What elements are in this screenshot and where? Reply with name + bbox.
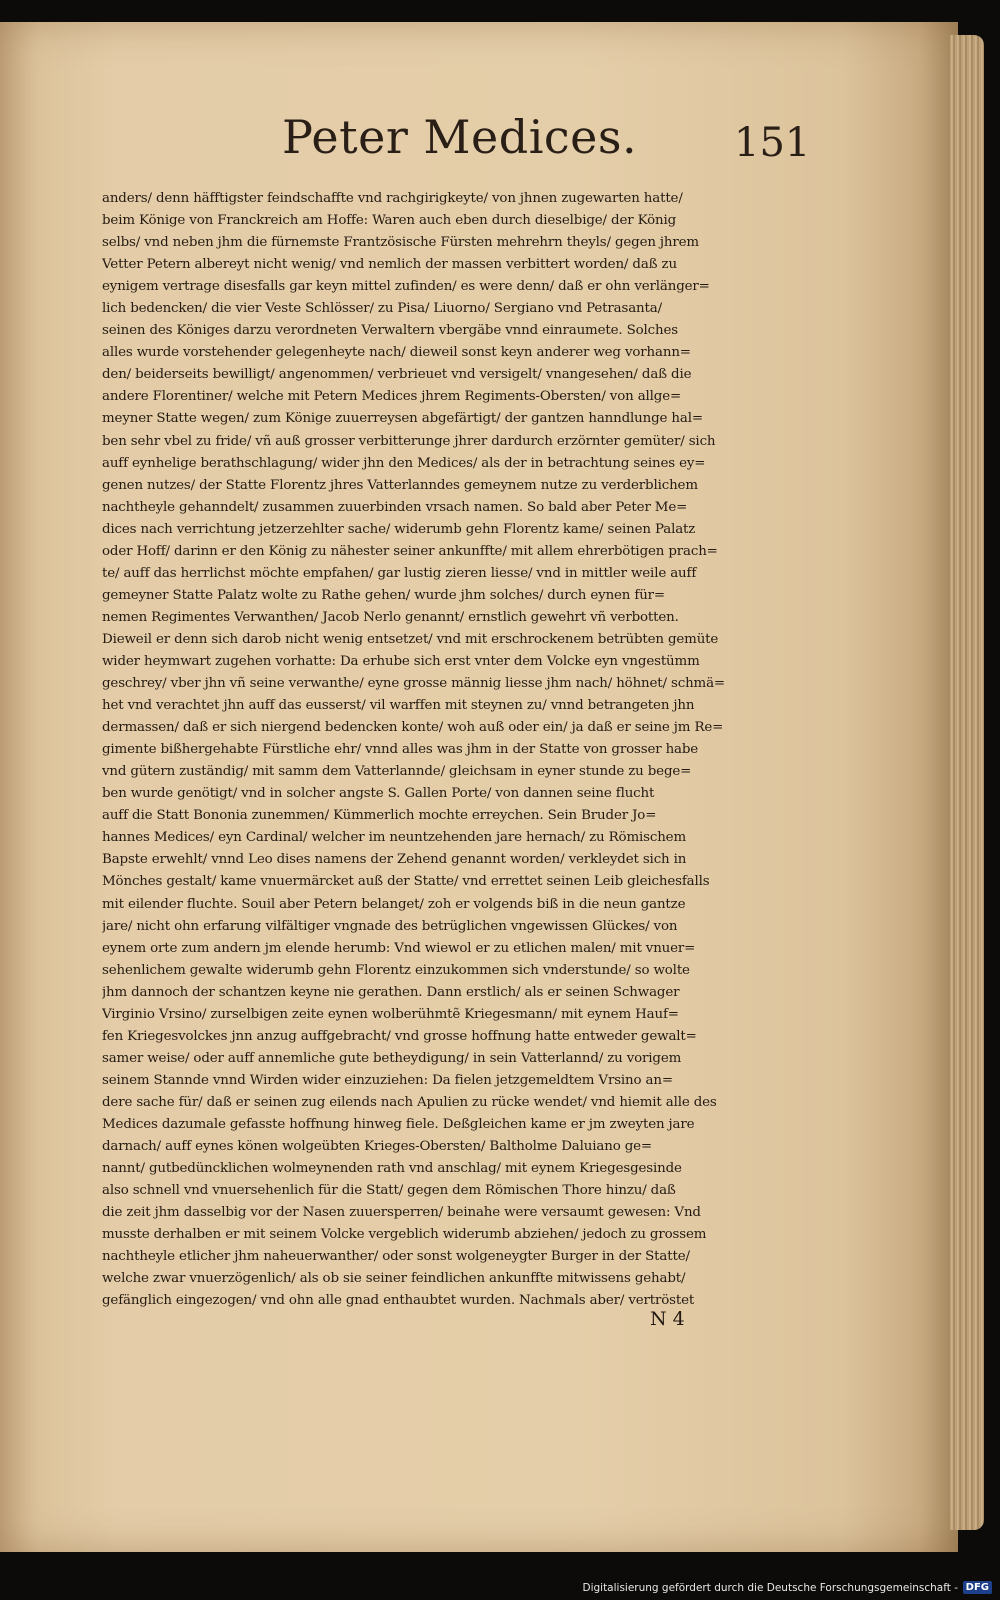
text-line: gimente bißhergehabte Fürstliche ehr/ vnnd alles was jhm in der Statte von grosser habe	[102, 742, 699, 758]
text-line: andere Florentiner/ welche mit Petern Medices jhrem Regiments-Obersten/ von allge=	[102, 389, 682, 405]
text-line: vnd gütern zuständig/ mit samm dem Vatterlannde/ gleichsam in eyner stunde zu bege=	[102, 764, 692, 780]
text-line: hannes Medices/ eyn Cardinal/ welcher im neuntzehenden jare hernach/ zu Römischem	[102, 830, 686, 846]
text-line: jare/ nicht ohn erfarung vilfältiger vngnade des betrüglichen vngewissen Glückes/ von	[102, 918, 678, 934]
dfg-logo: DFG	[963, 1581, 992, 1594]
page-edge	[950, 35, 984, 1530]
text-line: fen Kriegesvolckes jnn anzug auffgebracht/ vnd grosse hoffnung hatte entweder gewalt=	[102, 1028, 697, 1044]
text-line: geschrey/ vber jhn vñ seine verwanthe/ eyne grosse männig liesse jhm nach/ höhnet/ schmä=	[102, 676, 726, 692]
text-line: dices nach verrichtung jetzerzehlter sache/ widerumb gehn Florentz kame/ seinen Palatz	[102, 521, 696, 537]
text-line: auff eynhelige berathschlagung/ wider jhn den Medices/ als der in betrachtung seines ey=	[102, 455, 706, 471]
text-line: ben sehr vbel zu fride/ vñ auß grosser verbitterunge jhrer dardurch erzörnter gemüter/ sich	[102, 433, 716, 449]
text-line: gemeyner Statte Palatz wolte zu Rathe gehen/ wurde jhm solches/ durch eynen für=	[102, 587, 665, 603]
text-line: dere sache für/ daß er seinen zug eilends nach Apulien zu rücke wendet/ vnd hiemit alle des	[102, 1094, 717, 1110]
running-head: Peter Medices.	[282, 110, 638, 164]
text-line: genen nutzes/ der Statte Florentz jhres Vatterlanndes gemeynem nutze zu verderblichem	[102, 477, 698, 493]
text-line: jhm dannoch der schantzen keyne nie gerathen. Dann erstlich/ als er seinen Schwager	[102, 984, 680, 1000]
text-line: samer weise/ oder auff annemliche gute betheydigung/ in sein Vatterlannd/ zu vorigem	[102, 1050, 682, 1066]
text-line: beim Könige von Franckreich am Hoffe: Waren auch eben durch dieselbige/ der König	[102, 213, 677, 229]
text-line: sehenlichem gewalte widerumb gehn Florentz einzukommen sich vnderstunde/ so wolte	[102, 962, 690, 978]
text-line: Virginio Vrsino/ zurselbigen zeite eynen wolberühmtẽ Kriegesmann/ mit eynem Hauf=	[102, 1006, 679, 1022]
text-line: nachtheyle gehanndelt/ zusammen zuuerbinden vrsach namen. So bald aber Peter Me=	[102, 499, 688, 515]
text-line: gefänglich eingezogen/ vnd ohn alle gnad enthaubtet wurden. Nachmals aber/ vertröstet	[102, 1293, 695, 1309]
text-line: anders/ denn häfftigster feindschaffte vnd rachgirigkeyte/ von jhnen zugewarten hatte/	[102, 191, 683, 206]
text-line: mit eilender fluchte. Souil aber Petern belanget/ zoh er volgends biß in die neun gantze	[102, 896, 686, 912]
text-line: welche zwar vnuerzögenlich/ als ob sie seiner feindlichen ankunffte mitwissens gehabt/	[102, 1271, 686, 1287]
text-line: Dieweil er denn sich darob nicht wenig entsetzet/ vnd mit erschrockenem betrübten gemüte	[102, 631, 719, 647]
text-line: darnach/ auff eynes könen wolgeübten Krieges-Obersten/ Baltholme Daluiano ge=	[102, 1139, 652, 1155]
text-line: Bapste erwehlt/ vnnd Leo dises namens der Zehend genannt worden/ verkleydet sich in	[102, 852, 687, 868]
text-line: musste derhalben er mit seinem Volcke vergeblich widerumb abziehen/ jedoch zu grossem	[102, 1227, 707, 1243]
text-line: wider heymwart zugehen vorhatte: Da erhube sich erst vnter dem Volcke eyn vngestümm	[102, 653, 700, 669]
text-line: te/ auff das herrlichst möchte empfahen/ gar lustig zieren liesse/ vnd in mittler weile auff	[102, 565, 697, 581]
text-line: seinen des Königes darzu verordneten Verwaltern vbergäbe vnnd einraumete. Solches	[102, 323, 678, 339]
text-line: auff die Statt Bononia zunemmen/ Kümmerlich mochte erreychen. Sein Bruder Jo=	[102, 808, 657, 824]
text-line: nachtheyle etlicher jhm naheuerwanther/ oder sonst wolgeneygter Burger in der Statte/	[102, 1249, 690, 1265]
body-text	[102, 188, 794, 1312]
footer-credit: Digitalisierung gefördert durch die Deutsche Forschungsgemeinschaft -	[582, 1582, 958, 1594]
text-line: selbs/ vnd neben jhm die fürnemste Frantzösische Fürsten mehrehrn theyls/ gegen jhrem	[102, 235, 699, 251]
page-header	[282, 110, 811, 180]
text-line: lich bedencken/ die vier Veste Schlösser/ zu Pisa/ Liuorno/ Sergiano vnd Petrasanta/	[102, 301, 662, 317]
text-line: nemen Regimentes Verwanthen/ Jacob Nerlo genannt/ ernstlich gewehrt vñ verbotten.	[102, 609, 679, 625]
text-line: alles wurde vorstehender gelegenheyte nach/ dieweil sonst keyn anderer weg vorhann=	[102, 345, 691, 361]
page-number: 151	[734, 120, 811, 166]
text-line: eynem orte zum andern jm elende herumb: Vnd wiewol er zu etlichen malen/ mit vnuer=	[102, 940, 696, 956]
text-line: ben wurde genötigt/ vnd in solcher angste S. Gallen Porte/ von dannen seine flucht	[102, 786, 655, 802]
text-line: oder Hoff/ darinn er den König zu nähester seiner ankunffte/ mit allem ehrerbötigen prach=	[102, 543, 718, 559]
text-line: Vetter Petern albereyt nicht wenig/ vnd nemlich der massen verbittert worden/ daß zu	[102, 257, 677, 273]
text-line: Mönches gestalt/ kame vnuermärcket auß der Statte/ vnd errettet seinen Leib gleichesfalls	[102, 874, 710, 890]
text-line: die zeit jhm dasselbig vor der Nasen zuuersperren/ beinahe were versaumt gewesen: Vnd	[102, 1205, 701, 1221]
text-line: dermassen/ daß er sich niergend bedencken konte/ woh auß oder ein/ ja daß er seine jm Re=	[102, 720, 724, 736]
text-line: meyner Statte wegen/ zum Könige zuuerreysen abgefärtigt/ der gantzen hanndlunge hal=	[102, 411, 703, 427]
text-line: Medices dazumale gefasste hoffnung hinweg fiele. Deßgleichen kame er jm zweyten jare	[102, 1116, 695, 1132]
signature-mark: N 4	[650, 1308, 685, 1330]
text-line: den/ beiderseits bewilligt/ angenommen/ verbrieuet vnd versigelt/ vnangesehen/ daß die	[102, 367, 692, 383]
text-line: seinem Stannde vnnd Wirden wider einzuziehen: Da fielen jetzgemeldtem Vrsino an=	[102, 1072, 673, 1088]
text-line: also schnell vnd vnuersehenlich für die Statt/ gegen dem Römischen Thore hinzu/ daß	[102, 1183, 676, 1199]
text-line: nannt/ gutbedüncklichen wolmeynenden rath vnd anschlag/ mit eynem Kriegesgesinde	[102, 1161, 682, 1177]
text-line: het vnd verachtet jhn auff das eusserst/ vil warffen mit steynen zu/ vnnd betrangeten jhn	[102, 698, 695, 714]
text-line: eynigem vertrage disesfalls gar keyn mittel zufinden/ es were denn/ daß er ohn verlänger=	[102, 279, 710, 295]
